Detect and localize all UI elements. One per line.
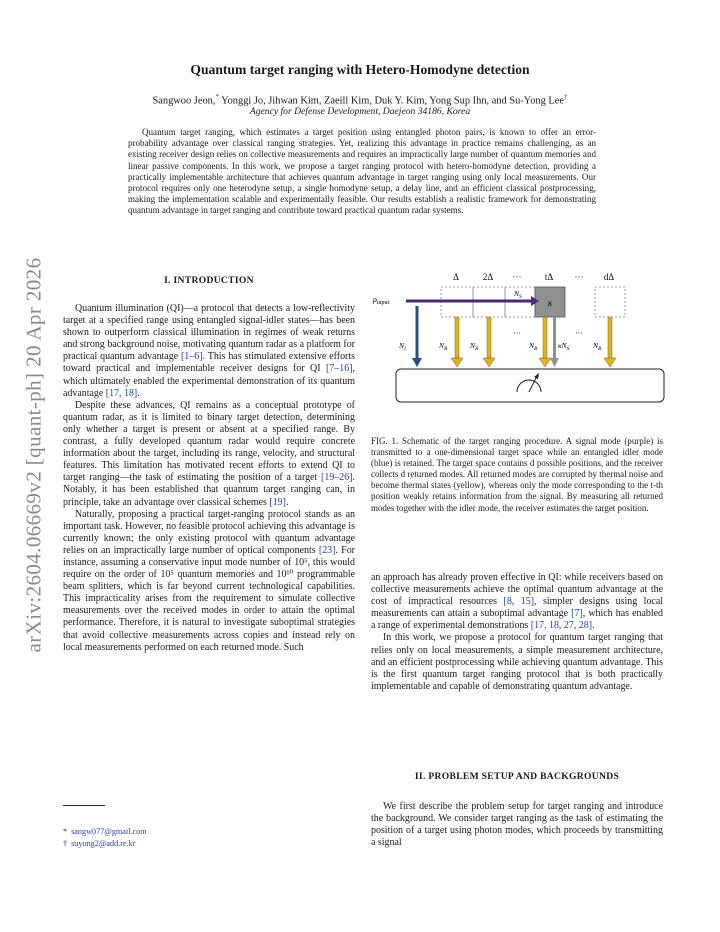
footnote-2 (63, 839, 135, 848)
figure-1-schematic (371, 266, 671, 406)
citation-link[interactable]: [7–16] (326, 363, 353, 375)
figure-1-caption: FIG. 1. Schematic of the target ranging procedure. A signal mode (purple) is transmitted to a one-dimensional target space while an entangled idler mode (blue) is retained. The target space contains d possible positions, and the receiver collects d returned modes. All returned modes are corrupted by thermal noise and become thermal states (yellow), whereas only the mode corresponding to the t-th position weakly retains information from the signal. By measuring all returned modes together with the idler mode, the receiver estimates the target position. (371, 436, 663, 513)
section-heading-introduction: I. INTRODUCTION (164, 275, 254, 286)
author-mark-b[interactable]: † (563, 93, 568, 101)
position-label-tdelta: tΔ (544, 272, 554, 282)
author-mark-a[interactable]: * (215, 93, 219, 101)
position-label-2delta: 2Δ (482, 272, 494, 282)
affiliation: Agency for Defense Development, Daejeon 34186, Korea (249, 106, 471, 117)
author-list (0, 93, 720, 106)
text-run: . (285, 496, 289, 508)
intro-paragraph-2 (63, 400, 355, 509)
author-text-a: Sangwoo Jeon, (152, 95, 216, 107)
citation-link[interactable]: [17, 18] (105, 387, 138, 399)
citation-link[interactable]: [23] (318, 544, 336, 556)
position-label-delta: Δ (453, 272, 459, 282)
arxiv-stamp (22, 240, 46, 670)
right-column-section-2 (371, 801, 663, 849)
text-run: . This has stimulated extensive efforts toward practical and implementable receiver designs for QI (63, 351, 355, 375)
intro-paragraph-4 (371, 572, 663, 632)
intro-paragraph-5: In this work, we propose a protocol for quantum target ranging that relies only on local measurements, a simple measurement architecture, and an efficient postprocessing while achieving quantum advantage. This is the first quantum target ranging protocol that is both practically implementable and capable of demonstrating quantum advantage. (371, 632, 663, 692)
receiver-box (396, 369, 664, 402)
input-state-label: $\rho_{input}$ (373, 295, 390, 306)
idler-photon-label: $N_I$ (399, 341, 406, 352)
footnote-rule (63, 805, 105, 806)
text-run: , which ultimately enabled the experimental demonstration of its quantum advantage (63, 363, 355, 399)
text-run: Despite these advances, QI remains as a conceptual prototype of quantum radar, as it is limited to binary target detection, determining only whether a target is present or absent at a specified range. By contrast, a fully developed quantum radar would require concrete information about the target, including its range, velocity, and structural features. This limitation has motivated recent efforts to extend QI to target ranging—the task of estimating the position of a target (63, 399, 355, 484)
text-run: Naturally, proposing a practical target-ranging protocol stands as an important task. However, no feasible protocol achieving this advantage is currently known; the only existing protocol with quantum advantage relies on an impractically large number of optical components (63, 508, 355, 556)
text-run: . (592, 620, 595, 632)
text-run: an approach has already proven effective in QI: while receivers based on collective measurements achieve the optimal quantum advantage at the cost of impractical resources (371, 572, 663, 608)
right-column (371, 572, 663, 693)
text-run: , which has enabled a range of experimental demonstrations (371, 608, 663, 632)
signal-photon-label: $N_S$ (514, 289, 522, 300)
citation-link[interactable]: [19] (269, 496, 286, 508)
citation-link[interactable]: [7] (571, 608, 583, 620)
citation-link[interactable]: [8, 15] (503, 596, 535, 608)
text-run: . (137, 387, 140, 399)
citation-link[interactable]: [19–26] (321, 472, 353, 484)
section-heading-problem-setup: II. PROBLEM SETUP AND BACKGROUNDS (414, 771, 620, 782)
paper-title: Quantum target ranging with Hetero-Homodyne detection (190, 62, 530, 77)
footnote-1 (63, 827, 147, 836)
setup-paragraph-1: We first describe the problem setup for target ranging and introduce the background. We consider target ranging as the task of estimating the position of a target using photon modes, which proceeds by transmitting a signal (371, 801, 663, 849)
target-cell (595, 287, 625, 317)
reflectivity-label: κ (547, 298, 553, 308)
text-run: . For instance, assuming a conservative input mode number of 10⁵, this would require on the order of 10⁵ quantum memories and 10¹⁰ programmable beam splitters, which is far beyond current technological capabilities. This impracticality arises from the requirement to simulate collective measurements over the received modes in order to attain the optimal performance. Therefore, it is natural to investigate suboptimal strategies that avoid collective measurements across copies and instead rely on local measurements performed on each returned mode. Such (63, 544, 355, 653)
position-label-ddelta: dΔ (603, 272, 615, 282)
footnote-mark: † (63, 839, 68, 848)
ellipsis-label: ··· (574, 272, 584, 282)
thermal-photon-label: $N_B$ (593, 341, 602, 352)
ellipsis-label: ··· (575, 329, 583, 338)
idler-arrowhead (412, 358, 422, 367)
left-column (63, 303, 355, 654)
footnote-mark: * (63, 827, 68, 836)
reflected-signal-label: $\kappa N_S$ (558, 341, 570, 352)
email-link[interactable]: suyong2@add.re.kr (71, 839, 136, 848)
intro-paragraph-3 (63, 509, 355, 654)
thermal-photon-label: $N_B$ (529, 341, 538, 352)
text-run: Quantum illumination (QI)—a protocol that detects a low-reflectivity target at a specified range using entangled signal-idler states—has been shown to outperform classical illumination in regimes of weak returns and strong background noise, motivating quantum radar as a platform for practical quantum advantage (63, 303, 355, 363)
thermal-photon-label: $N_B$ (470, 341, 479, 352)
citation-link[interactable]: [1–6] (181, 351, 203, 363)
text-run: , simpler designs using local measurements can attain a suboptimal advantage (371, 596, 663, 620)
arxiv-stamp-text: arXiv:2604.06669v2 [quant-ph] 20 Apr 2026 (21, 257, 46, 653)
ellipsis-label: ··· (513, 329, 521, 338)
text-run: . Notably, it has been established that quantum target ranging can, in principle, take an advantage over classical schemes (63, 472, 355, 508)
abstract: Quantum target ranging, which estimates a target position using entangled photon pairs, is known to offer an error-probability advantage over classical ranging strategies. Yet, realizing this advantage in practice remains challenging, as an existing receiver design relies on collective measurements and requires an impractically large number of quantum memories and linear passive components. In this work, we propose a target ranging protocol with hetero-homodyne detection, providing a practically implementable architecture that achieves quantum advantage in target ranging using only local measurements. Our protocol requires only one heterodyne setup, a single homodyne setup, a delay line, and an efficient classical postprocessing, making the implementation scalable and experimentally feasible. Our results establish a realistic framework for demonstrating quantum advantage in target ranging and contribute toward practical quantum radar systems. (128, 127, 596, 216)
intro-paragraph-1 (63, 303, 355, 400)
ellipsis-label: ··· (512, 272, 522, 282)
citation-link[interactable]: [17, 18, 27, 28] (530, 620, 593, 632)
thermal-photon-label: $N_B$ (439, 341, 448, 352)
author-text-b: Yonggi Jo, Jihwan Kim, Zaeill Kim, Duk Y. Kim, Yong Sup Ihn, and Su-Yong Lee (218, 95, 564, 107)
email-link[interactable]: sangw077@gmail.com (71, 827, 147, 836)
